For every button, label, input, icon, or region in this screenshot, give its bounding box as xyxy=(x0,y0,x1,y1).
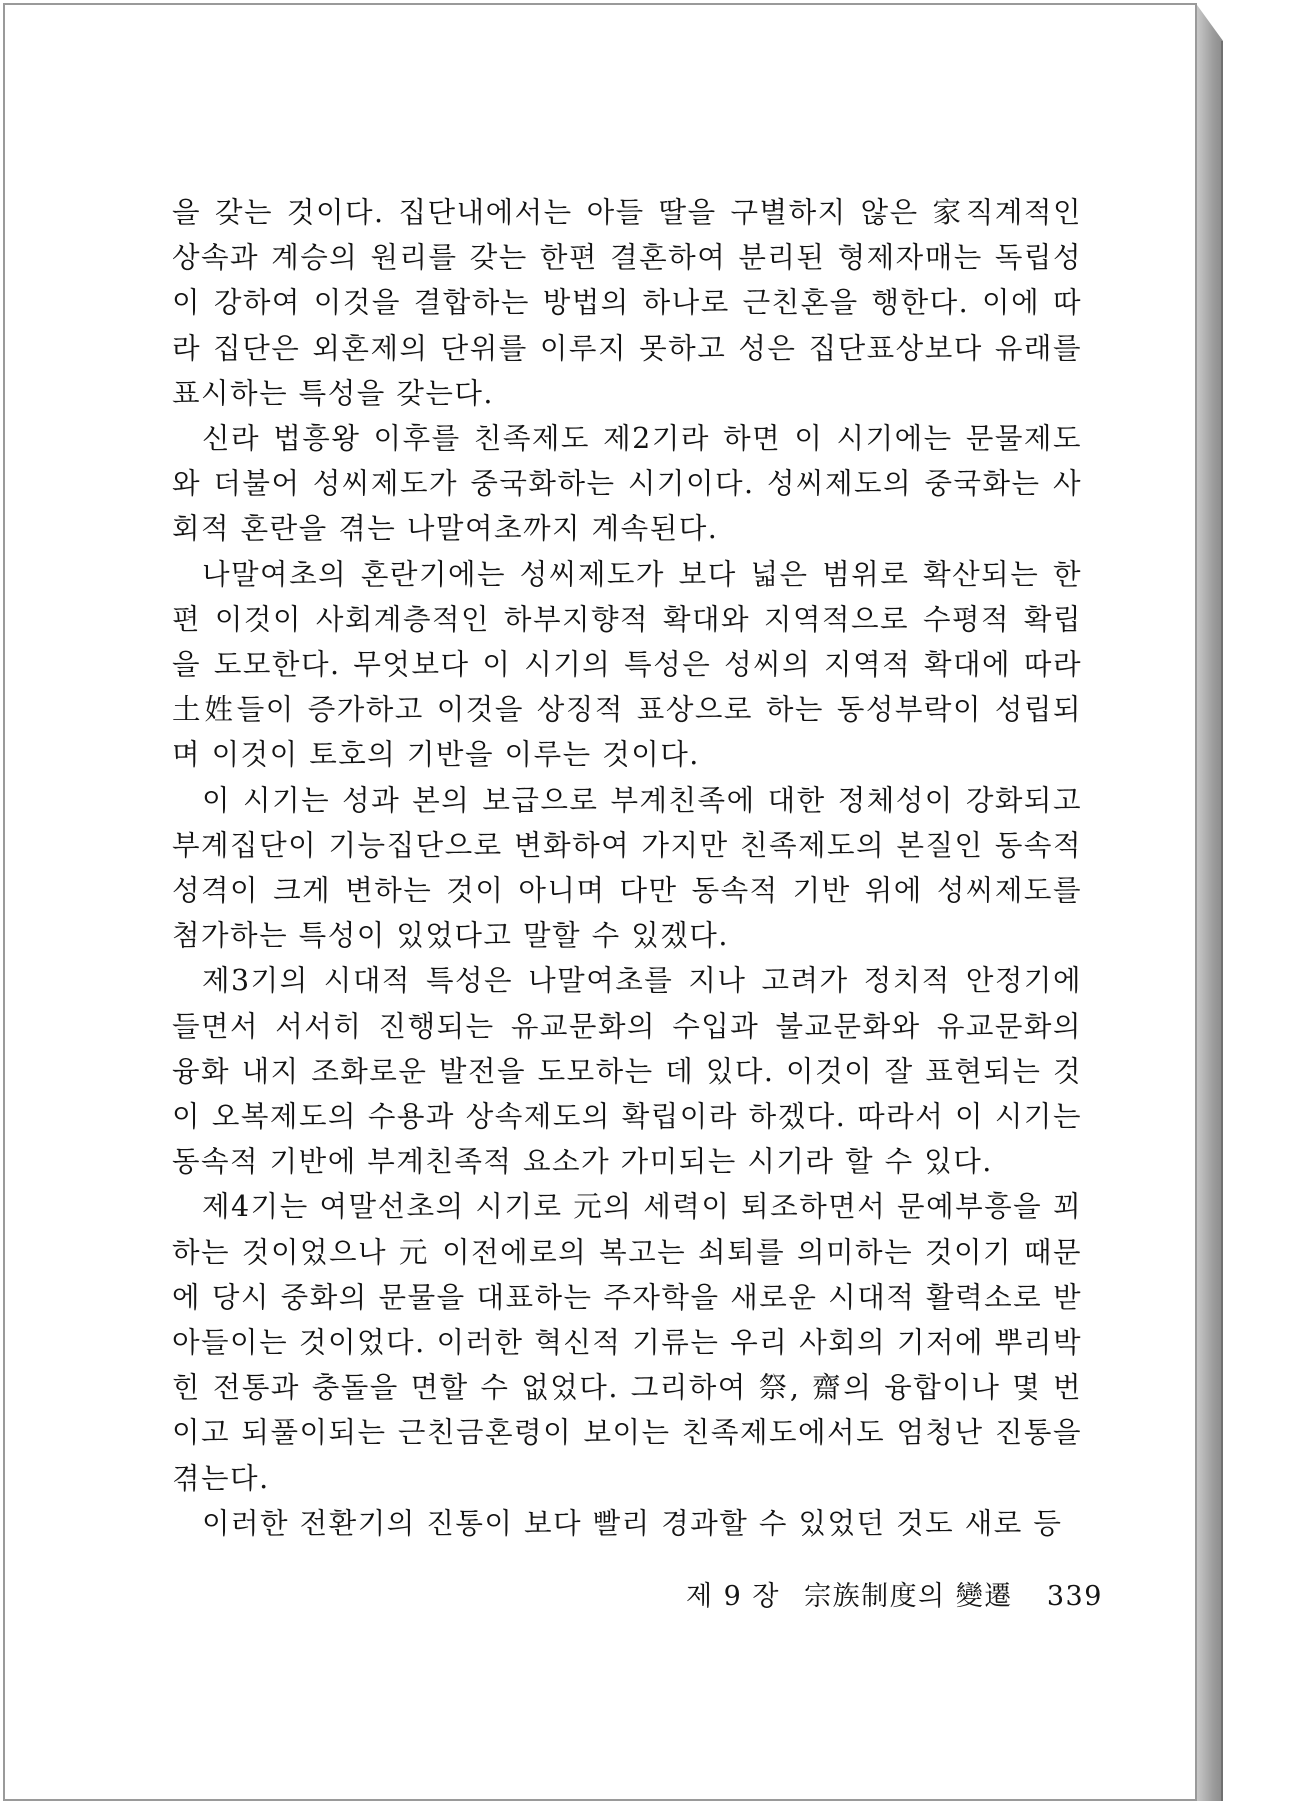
page-number: 339 xyxy=(1046,1581,1103,1612)
paragraph-3: 나말여초의 혼란기에는 성씨제도가 보다 넓은 범위로 확산되는 한편 이것이 사회계층적인 하부지향적 확대와 지역적으로 수평적 확립을 도모한다. 무엇보다 이 시기의 특성은 성씨의 지역적 확대에 따라 土姓들이 증가하고 이것을 상징적 표상으로 하는 동성부락이 성립되며 이것이 토호의 기반을 이루는 것이다. xyxy=(172,557,1082,772)
paragraph-7: 이러한 전환기의 진통이 보다 빨리 경과할 수 있었던 것도 새로 등 xyxy=(202,1506,1063,1540)
paragraph-2: 신라 법흥왕 이후를 친족제도 제2기라 하면 이 시기에는 문물제도와 더불어 성씨제도가 중국화하는 시기이다. 성씨제도의 중국화는 사회적 혼란을 겪는 나말여초까지 계속된다. xyxy=(172,422,1082,546)
footer-title: 宗族制度의 變遷 xyxy=(804,1581,1013,1612)
running-footer xyxy=(686,1574,1103,1613)
paragraph-4: 이 시기는 성과 본의 보급으로 부계친족에 대한 정체성이 강화되고 부계집단이 기능집단으로 변화하여 가지만 친족제도의 본질인 동속적 성격이 크게 변하는 것이 아니며 다만 동속적 기반 위에 성씨제도를 첨가하는 특성이 있었다고 말할 수 있겠다. xyxy=(172,783,1082,953)
paragraph-6: 제4기는 여말선초의 시기로 元의 세력이 퇴조하면서 문예부흥을 꾀하는 것이었으나 元 이전에로의 복고는 쇠퇴를 의미하는 것이기 때문에 당시 중화의 문물을 대표하는 주자학을 새로운 시대적 활력소로 받아들이는 것이었다. 이러한 혁신적 기류는 우리 사회의 기저에 뿌리박힌 전통과 충돌을 면할 수 없었다. 그리하여 祭, 齋의 융합이나 몇 번이고 되풀이되는 근친금혼령이 보이는 친족제도에서도 엄청난 진통을 겪는다. xyxy=(172,1190,1082,1495)
page-edge-shadow xyxy=(1197,5,1223,1801)
footer-chapter: 제 9 장 xyxy=(686,1581,781,1612)
body-text xyxy=(172,190,1082,1546)
paragraph-5: 제3기의 시대적 특성은 나말여초를 지나 고려가 정치적 안정기에 들면서 서서히 진행되는 유교문화의 수입과 불교문화와 유교문화의 융화 내지 조화로운 발전을 도모하는 데 있다. 이것이 잘 표현되는 것이 오복제도의 수용과 상속제도의 확립이라 하겠다. 따라서 이 시기는 동속적 기반에 부계친족적 요소가 가미되는 시기라 할 수 있다. xyxy=(172,964,1082,1179)
paragraph-1: 을 갖는 것이다. 집단내에서는 아들 딸을 구별하지 않은 家직계적인 상속과 계승의 원리를 갖는 한편 결혼하여 분리된 형제자매는 독립성이 강하여 이것을 결합하는 방법의 하나로 근친혼을 행한다. 이에 따라 집단은 외혼제의 단위를 이루지 못하고 성은 집단표상보다 유래를 표시하는 특성을 갖는다. xyxy=(172,196,1082,410)
